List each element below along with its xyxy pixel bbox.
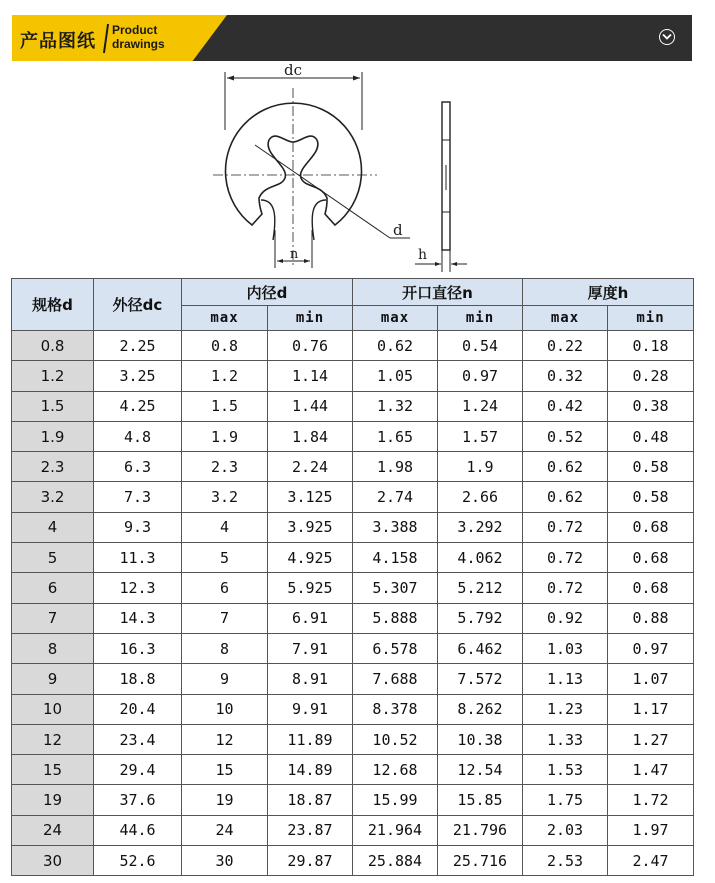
cell-thickness-min: 0.88 [608,603,694,633]
cell-inner-max: 1.5 [182,391,268,421]
header-inner-min: min [268,306,353,331]
cell-opening-max: 5.888 [353,603,438,633]
cell-thickness-min: 0.18 [608,331,694,361]
h-arrows [435,262,457,266]
cell-outer-diameter: 3.25 [94,361,182,391]
cell-opening-min: 1.24 [438,391,523,421]
cell-inner-max: 5 [182,543,268,573]
header-spec: 规格d [12,279,94,331]
cell-opening-max: 1.32 [353,391,438,421]
cell-outer-diameter: 6.3 [94,452,182,482]
table-row [12,846,694,876]
table-row [12,815,694,845]
cell-thickness-min: 0.28 [608,361,694,391]
cell-opening-min: 5.212 [438,573,523,603]
table-row [12,755,694,785]
cell-outer-diameter: 4.25 [94,391,182,421]
cell-outer-diameter: 29.4 [94,755,182,785]
cell-opening-min: 1.9 [438,452,523,482]
cell-thickness-max: 1.13 [523,664,608,694]
cell-inner-max: 8 [182,633,268,663]
cell-opening-max: 12.68 [353,755,438,785]
cell-inner-min: 23.87 [268,815,353,845]
cell-spec: 10 [12,694,94,724]
header-title-en [112,23,165,51]
cell-spec: 6 [12,573,94,603]
e-clip-shape [226,103,362,225]
cell-inner-min: 4.925 [268,543,353,573]
cell-opening-max: 3.388 [353,512,438,542]
cell-inner-min: 1.44 [268,391,353,421]
cell-spec: 3.2 [12,482,94,512]
cell-inner-min: 11.89 [268,724,353,754]
cell-inner-min: 1.14 [268,361,353,391]
cell-inner-max: 3.2 [182,482,268,512]
cell-thickness-max: 2.03 [523,815,608,845]
cell-opening-min: 8.262 [438,694,523,724]
cell-thickness-max: 0.62 [523,452,608,482]
cell-outer-diameter: 20.4 [94,694,182,724]
table-row [12,452,694,482]
cell-opening-max: 1.98 [353,452,438,482]
cell-inner-max: 15 [182,755,268,785]
cell-opening-min: 0.97 [438,361,523,391]
cell-inner-max: 9 [182,664,268,694]
section-header [12,15,692,61]
cell-opening-min: 3.292 [438,512,523,542]
cell-opening-max: 8.378 [353,694,438,724]
table-row [12,391,694,421]
chevron-down-circle-icon[interactable] [659,29,675,45]
cell-outer-diameter: 9.3 [94,512,182,542]
cell-thickness-max: 1.33 [523,724,608,754]
cell-thickness-max: 0.72 [523,543,608,573]
table-row [12,694,694,724]
cell-opening-min: 0.54 [438,331,523,361]
cell-spec: 19 [12,785,94,815]
cell-opening-min: 10.38 [438,724,523,754]
cell-inner-max: 30 [182,846,268,876]
cell-opening-min: 1.57 [438,421,523,451]
cell-thickness-max: 2.53 [523,846,608,876]
cell-spec: 1.2 [12,361,94,391]
cell-outer-diameter: 11.3 [94,543,182,573]
cell-inner-min: 3.125 [268,482,353,512]
header-title-en-line1: Product [112,23,158,37]
cell-thickness-max: 1.53 [523,755,608,785]
cell-opening-min: 21.796 [438,815,523,845]
cell-inner-max: 7 [182,603,268,633]
cell-spec: 8 [12,633,94,663]
cell-opening-min: 5.792 [438,603,523,633]
cell-inner-max: 24 [182,815,268,845]
cell-spec: 1.9 [12,421,94,451]
cell-inner-max: 0.8 [182,331,268,361]
cell-opening-max: 25.884 [353,846,438,876]
table-row [12,724,694,754]
header-title-en-line2: drawings [112,37,165,51]
table-row [12,573,694,603]
cell-outer-diameter: 14.3 [94,603,182,633]
cell-outer-diameter: 4.8 [94,421,182,451]
cell-inner-min: 3.925 [268,512,353,542]
cell-inner-min: 2.24 [268,452,353,482]
cell-opening-max: 10.52 [353,724,438,754]
cell-thickness-min: 0.68 [608,543,694,573]
table-row [12,603,694,633]
cell-opening-min: 15.85 [438,785,523,815]
label-n: n [289,247,299,262]
cell-thickness-max: 0.72 [523,512,608,542]
cell-spec: 9 [12,664,94,694]
table-header-row-1 [12,279,694,306]
table-row [12,482,694,512]
cell-spec: 30 [12,846,94,876]
table-row [12,664,694,694]
cell-thickness-min: 1.17 [608,694,694,724]
header-opening-diameter: 开口直径n [353,279,523,306]
cell-outer-diameter: 44.6 [94,815,182,845]
header-title-cn: 产品图纸 [20,31,96,52]
header-thickness-max: max [523,306,608,331]
cell-opening-min: 4.062 [438,543,523,573]
e-clip-drawing [205,60,505,275]
cell-spec: 12 [12,724,94,754]
label-h: h [418,247,428,263]
cell-opening-max: 6.578 [353,633,438,663]
cell-thickness-min: 0.48 [608,421,694,451]
label-dc: dc [283,61,303,79]
cell-opening-max: 1.65 [353,421,438,451]
header-opening-max: max [353,306,438,331]
cell-spec: 15 [12,755,94,785]
cell-opening-max: 4.158 [353,543,438,573]
cell-spec: 24 [12,815,94,845]
cell-inner-max: 4 [182,512,268,542]
cell-thickness-min: 2.47 [608,846,694,876]
cell-inner-max: 1.9 [182,421,268,451]
table-row [12,421,694,451]
cell-inner-min: 6.91 [268,603,353,633]
header-outer-diameter: 外径dc [94,279,182,331]
cell-spec: 5 [12,543,94,573]
table-row [12,633,694,663]
cell-inner-max: 19 [182,785,268,815]
cell-thickness-min: 0.38 [608,391,694,421]
label-d: d [393,221,403,239]
header-thickness: 厚度h [523,279,694,306]
e-clip-leg-left [261,200,275,240]
table-row [12,361,694,391]
cell-thickness-max: 0.42 [523,391,608,421]
cell-spec: 7 [12,603,94,633]
header-opening-min: min [438,306,523,331]
cell-thickness-min: 0.68 [608,573,694,603]
cell-outer-diameter: 7.3 [94,482,182,512]
cell-inner-min: 29.87 [268,846,353,876]
cell-thickness-max: 0.92 [523,603,608,633]
cell-outer-diameter: 16.3 [94,633,182,663]
table-row [12,512,694,542]
spec-table [11,278,694,876]
cell-opening-min: 7.572 [438,664,523,694]
cell-thickness-max: 1.03 [523,633,608,663]
cell-opening-max: 2.74 [353,482,438,512]
cell-thickness-max: 0.72 [523,573,608,603]
cell-opening-max: 15.99 [353,785,438,815]
cell-spec: 0.8 [12,331,94,361]
cell-thickness-max: 1.23 [523,694,608,724]
cell-spec: 2.3 [12,452,94,482]
cell-outer-diameter: 23.4 [94,724,182,754]
cell-inner-max: 10 [182,694,268,724]
cell-inner-max: 6 [182,573,268,603]
cell-thickness-max: 1.75 [523,785,608,815]
cell-inner-min: 18.87 [268,785,353,815]
cell-opening-max: 7.688 [353,664,438,694]
table-row [12,543,694,573]
cell-thickness-min: 0.58 [608,452,694,482]
cell-outer-diameter: 12.3 [94,573,182,603]
cell-inner-max: 1.2 [182,361,268,391]
cell-thickness-min: 1.97 [608,815,694,845]
cell-thickness-max: 0.62 [523,482,608,512]
cell-thickness-min: 1.47 [608,755,694,785]
cell-opening-max: 1.05 [353,361,438,391]
cell-inner-max: 2.3 [182,452,268,482]
cell-outer-diameter: 37.6 [94,785,182,815]
header-inner-diameter: 内径d [182,279,353,306]
cell-inner-max: 12 [182,724,268,754]
cell-opening-min: 12.54 [438,755,523,785]
cell-opening-max: 5.307 [353,573,438,603]
cell-spec: 4 [12,512,94,542]
cell-outer-diameter: 18.8 [94,664,182,694]
cell-opening-min: 2.66 [438,482,523,512]
cell-thickness-max: 0.52 [523,421,608,451]
header-thickness-min: min [608,306,694,331]
cell-thickness-min: 0.58 [608,482,694,512]
table-row [12,785,694,815]
cell-inner-min: 0.76 [268,331,353,361]
cell-thickness-min: 1.07 [608,664,694,694]
table-row [12,331,694,361]
cell-thickness-max: 0.32 [523,361,608,391]
e-clip-leg-right [312,200,326,240]
cell-thickness-min: 1.72 [608,785,694,815]
cell-opening-max: 0.62 [353,331,438,361]
cell-inner-min: 1.84 [268,421,353,451]
cell-inner-min: 9.91 [268,694,353,724]
cell-inner-min: 7.91 [268,633,353,663]
cell-thickness-min: 0.68 [608,512,694,542]
cell-outer-diameter: 52.6 [94,846,182,876]
cell-inner-min: 5.925 [268,573,353,603]
cell-spec: 1.5 [12,391,94,421]
header-inner-max: max [182,306,268,331]
cell-inner-min: 14.89 [268,755,353,785]
cell-thickness-max: 0.22 [523,331,608,361]
cell-opening-min: 6.462 [438,633,523,663]
cell-thickness-min: 0.97 [608,633,694,663]
cell-opening-min: 25.716 [438,846,523,876]
cell-opening-max: 21.964 [353,815,438,845]
cell-thickness-min: 1.27 [608,724,694,754]
cell-inner-min: 8.91 [268,664,353,694]
cell-outer-diameter: 2.25 [94,331,182,361]
